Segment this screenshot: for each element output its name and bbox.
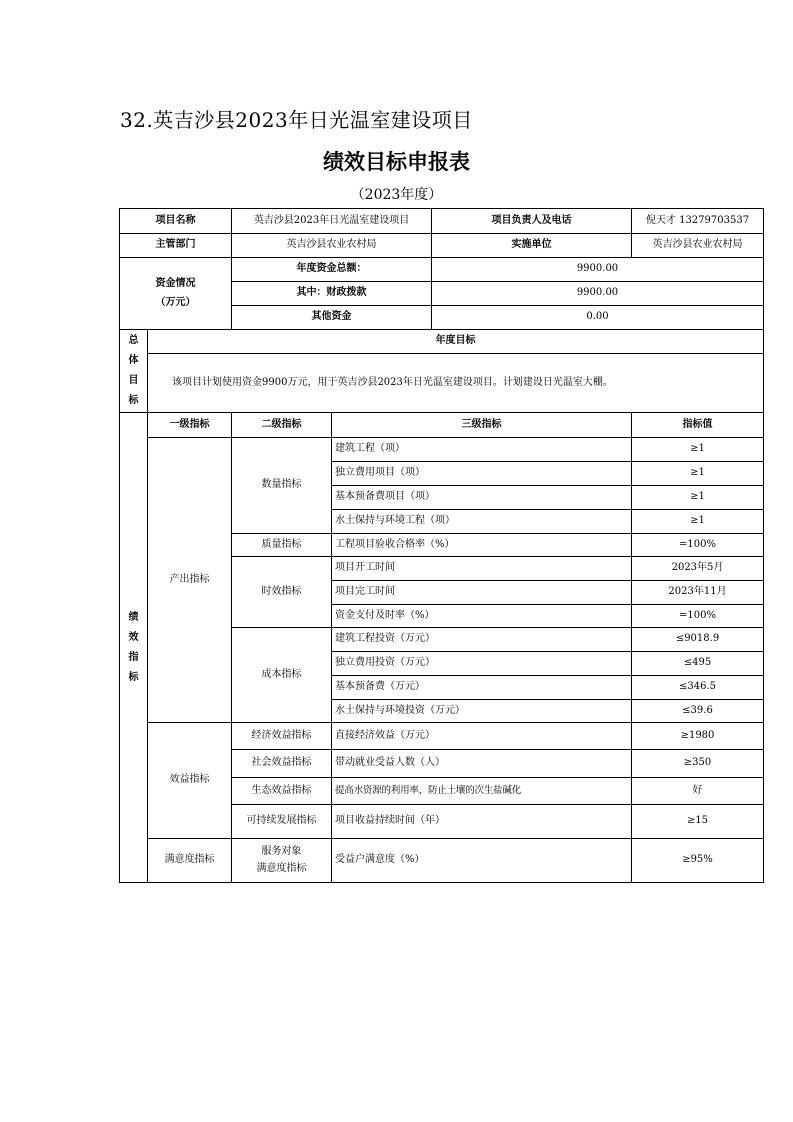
indicator-value: ≥1 xyxy=(632,462,764,486)
goal-header: 年度目标 xyxy=(148,330,764,354)
goal-side-char: 体 xyxy=(128,355,139,366)
indicator-name: 建筑工程投资（万元） xyxy=(332,628,632,652)
funds-other-value: 0.00 xyxy=(432,306,764,330)
indicator-name: 工程项目验收合格率（%） xyxy=(332,534,632,557)
quality-indicator-label: 质量指标 xyxy=(232,534,332,557)
project-name-value: 英吉沙县2023年日光温室建设项目 xyxy=(232,209,432,234)
funds-label xyxy=(120,258,232,330)
impl-label: 实施单位 xyxy=(432,234,632,258)
goal-header-row xyxy=(120,330,764,354)
goal-side-char: 目 xyxy=(128,375,139,386)
funds-fiscal-value: 9900.00 xyxy=(432,282,764,306)
goal-side-char: 标 xyxy=(128,395,139,406)
indicator-side-label xyxy=(120,413,148,883)
indicator-value: 好 xyxy=(632,778,764,805)
satisfaction-level2-line1: 服务对象 xyxy=(261,846,302,857)
satisfaction-level2 xyxy=(232,839,332,883)
indicator-name: 带动就业受益人数（人） xyxy=(332,750,632,778)
table-row xyxy=(120,723,764,750)
indicator-side-char: 标 xyxy=(128,671,139,683)
indicator-value: ≤39.6 xyxy=(632,700,764,723)
benefit-level2: 经济效益指标 xyxy=(232,723,332,750)
quantity-indicator-label: 数量指标 xyxy=(232,438,332,534)
goal-side-label xyxy=(120,330,148,413)
leader-value: 倪天才 13279703537 xyxy=(632,209,764,234)
table-row xyxy=(120,839,764,883)
benefit-level2: 社会效益指标 xyxy=(232,750,332,778)
indicator-value: 2023年5月 xyxy=(632,557,764,581)
indicator-name: 独立费用投资（万元） xyxy=(332,652,632,676)
funds-fiscal-label: 其中：财政拨款 xyxy=(232,282,432,306)
indicator-side-char: 指 xyxy=(128,651,139,663)
funds-total-row xyxy=(120,258,764,282)
indicator-value: ≥15 xyxy=(632,805,764,839)
dept-value: 英吉沙县农业农村局 xyxy=(232,234,432,258)
dept-label: 主管部门 xyxy=(120,234,232,258)
indicator-name: 直接经济效益（万元） xyxy=(332,723,632,750)
time-indicator-label: 时效指标 xyxy=(232,557,332,628)
indicator-value: ≥1980 xyxy=(632,723,764,750)
indicator-value: ≥95% xyxy=(632,839,764,883)
project-name-label: 项目名称 xyxy=(120,209,232,234)
indicator-name: 项目收益持续时间（年） xyxy=(332,805,632,839)
indicator-name: 项目完工时间 xyxy=(332,581,632,605)
satisfaction-level2-line2: 满意度指标 xyxy=(256,862,307,874)
table-row xyxy=(120,438,764,462)
indicator-value: ≥1 xyxy=(632,486,764,510)
leader-label: 项目负责人及电话 xyxy=(432,209,632,234)
benefit-level2: 生态效益指标 xyxy=(232,778,332,805)
benefit-indicator-label: 效益指标 xyxy=(148,723,232,839)
indicator-name: 建筑工程（项） xyxy=(332,438,632,462)
indicator-name: 基本预备费（万元） xyxy=(332,676,632,700)
indicator-value: =100% xyxy=(632,534,764,557)
project-name-row xyxy=(120,209,764,234)
indicator-value: ≥1 xyxy=(632,510,764,534)
output-indicator-label: 产出指标 xyxy=(148,438,232,723)
indicator-name: 基本预备费项目（项） xyxy=(332,486,632,510)
indicator-side-char: 效 xyxy=(128,631,139,643)
indicator-value: ≤346.5 xyxy=(632,676,764,700)
header-level1: 一级指标 xyxy=(148,413,232,438)
indicator-name: 资金支付及时率（%） xyxy=(332,605,632,628)
header-level2: 二级指标 xyxy=(232,413,332,438)
form-title: 绩效目标申报表 xyxy=(323,150,470,174)
indicator-name: 项目开工时间 xyxy=(332,557,632,581)
indicator-side-char: 绩 xyxy=(128,611,139,623)
goal-text: 该项目计划使用资金9900万元，用于英吉沙县2023年日光温室建设项目。计划建设日光温室大棚。 xyxy=(148,354,764,413)
funds-label-line2: （万元） xyxy=(155,296,196,308)
indicator-value: 2023年11月 xyxy=(632,581,764,605)
indicator-value: ≥350 xyxy=(632,750,764,778)
goal-side-char: 总 xyxy=(128,335,139,346)
indicator-name: 独立费用项目（项） xyxy=(332,462,632,486)
indicator-value: =100% xyxy=(632,605,764,628)
indicator-name: 水土保持与环境工程（项） xyxy=(332,510,632,534)
header-level3: 三级指标 xyxy=(332,413,632,438)
cost-indicator-label: 成本指标 xyxy=(232,628,332,723)
indicator-value: ≤9018.9 xyxy=(632,628,764,652)
indicator-header-row xyxy=(120,413,764,438)
benefit-level2: 可持续发展指标 xyxy=(232,805,332,839)
header-value: 指标值 xyxy=(632,413,764,438)
indicator-name: 受益户满意度（%） xyxy=(332,839,632,883)
document-heading: 32.英吉沙县2023年日光温室建设项目 xyxy=(120,108,473,132)
funds-total-value: 9900.00 xyxy=(432,258,764,282)
satisfaction-indicator-label: 满意度指标 xyxy=(148,839,232,883)
dept-row xyxy=(120,234,764,258)
funds-label-line1: 资金情况 xyxy=(155,278,196,289)
indicator-value: ≤495 xyxy=(632,652,764,676)
funds-total-label: 年度资金总额： xyxy=(232,258,432,282)
performance-table xyxy=(119,208,764,883)
indicator-name: 水土保持与环境投资（万元） xyxy=(332,700,632,723)
form-year: （2023年度） xyxy=(350,187,443,203)
goal-text-row xyxy=(120,354,764,413)
indicator-name: 提高水资源的利用率，防止土壤的次生盐碱化 xyxy=(332,778,632,805)
impl-value: 英吉沙县农业农村局 xyxy=(632,234,764,258)
indicator-value: ≥1 xyxy=(632,438,764,462)
funds-other-label: 其他资金 xyxy=(232,306,432,330)
